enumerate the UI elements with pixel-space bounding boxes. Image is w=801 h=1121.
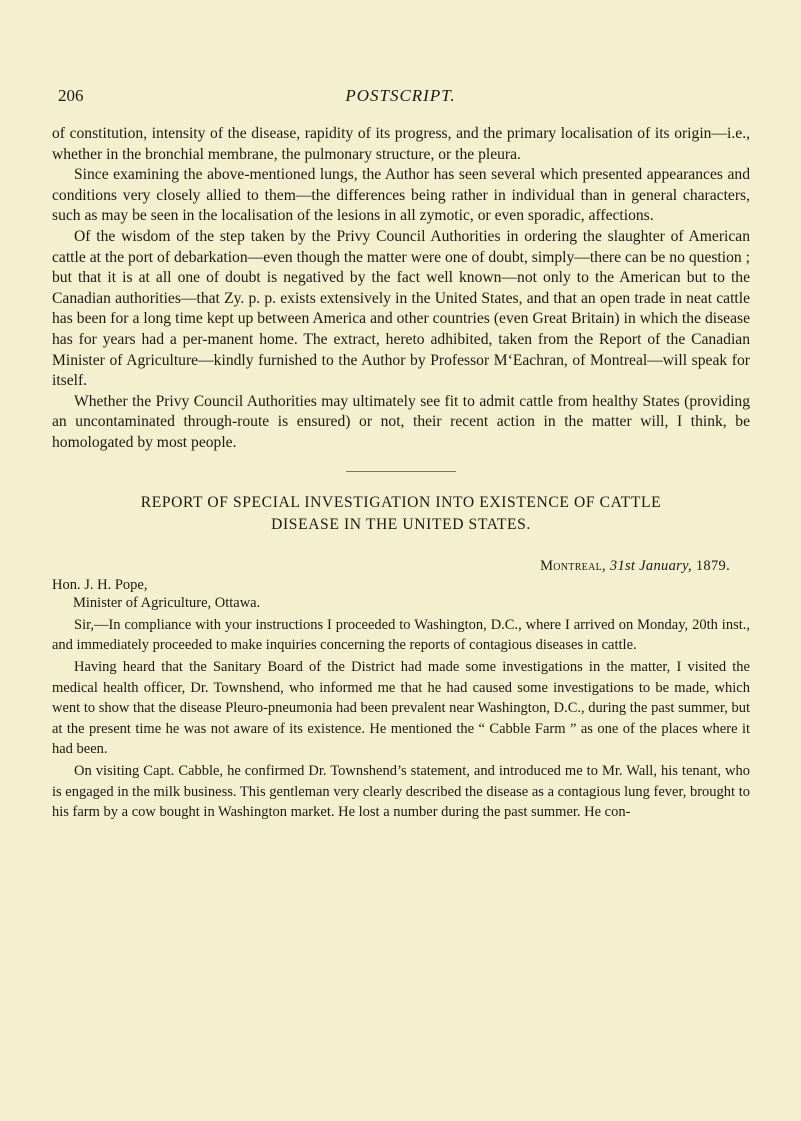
paragraph: Since examining the above-mentioned lungs, the Author has seen several which presented appearances and conditions very closely allied to them—the differences being rather in individual than in general characters, such as may be seen in the localisation of the lesions in all zymotic, or even sporadic, affections.	[52, 166, 750, 225]
addressee-name: Hon. J. H. Pope,	[52, 576, 148, 593]
running-title: POSTSCRIPT.	[345, 86, 456, 105]
dateline-date: 31st January,	[609, 557, 692, 574]
report-title-line-2: DISEASE IN THE UNITED STATES.	[271, 515, 531, 533]
addressee-title: Minister of Agriculture, Ottawa.	[73, 594, 261, 611]
section-divider	[346, 471, 456, 472]
dateline-place: Montreal,	[540, 557, 606, 574]
paragraph: Of the wisdom of the step taken by the Privy Council Authorities in ordering the slaughter of American cattle at the port of debarkation—even though the matter were one of doubt, simply—there can be no question ; but that it is at all one of doubt is negatived by the fact well known—not only to the American but to the Canadian authorities—that Zy. p. p. exists extensively in the United States, and that an open trade in neat cattle has been for a long time kept up between America and other countries (even Great Britain) in which the disease has for years had a per-manent home. The extract, hereto adhibited, taken from the Report of the Canadian Minister of Agriculture—kindly furnished to the Author by Professor M‘Eachran, of Montreal—will speak for itself.	[52, 227, 750, 390]
page-body	[52, 124, 750, 823]
paragraph: Whether the Privy Council Authorities may ultimately see fit to admit cattle from healthy States (providing an uncontaminated through-route is ensured) or not, their recent action in the matter will, I think, be homologated by most people.	[52, 392, 750, 451]
page-header	[0, 86, 801, 110]
letter-paragraph: Sir,—In compliance with your instructions I proceeded to Washington, D.C., where I arrived on Monday, 20th inst., and immediately proceeded to make inquiries concerning the reports of contagious diseases in cattle.	[52, 616, 750, 653]
letter-paragraph: Having heard that the Sanitary Board of the District had made some investigations in the matter, I visited the medical health officer, Dr. Townshend, who informed me that he had caused some investigations to be made, which went to show that the disease Pleuro-pneumonia had been prevalent near Washington, D.C., during the past summer, but at the present time he was not aware of its existence. He mentioned the “ Cabble Farm ” as one of the places where it had been.	[52, 659, 750, 757]
letter-paragraph: On visiting Capt. Cabble, he confirmed Dr. Townshend’s statement, and introduced me to Mr. Wall, his tenant, who is engaged in the milk business. This gentleman very clearly described the disease as a contagious lung fever, brought to his farm by a cow bought in Washington market. He lost a number during the past summer. He con-	[52, 763, 750, 821]
report-title-line-1: REPORT OF SPECIAL INVESTIGATION INTO EXISTENCE OF CATTLE	[140, 493, 662, 511]
letter-dateline	[52, 558, 750, 575]
dateline-year: 1879.	[695, 557, 730, 574]
paragraph: of constitution, intensity of the disease, rapidity of its progress, and the primary localisation of its origin—i.e., whether in the bronchial membrane, the pulmonary structure, or the pleura.	[52, 125, 750, 163]
page-number: 206	[58, 86, 84, 105]
